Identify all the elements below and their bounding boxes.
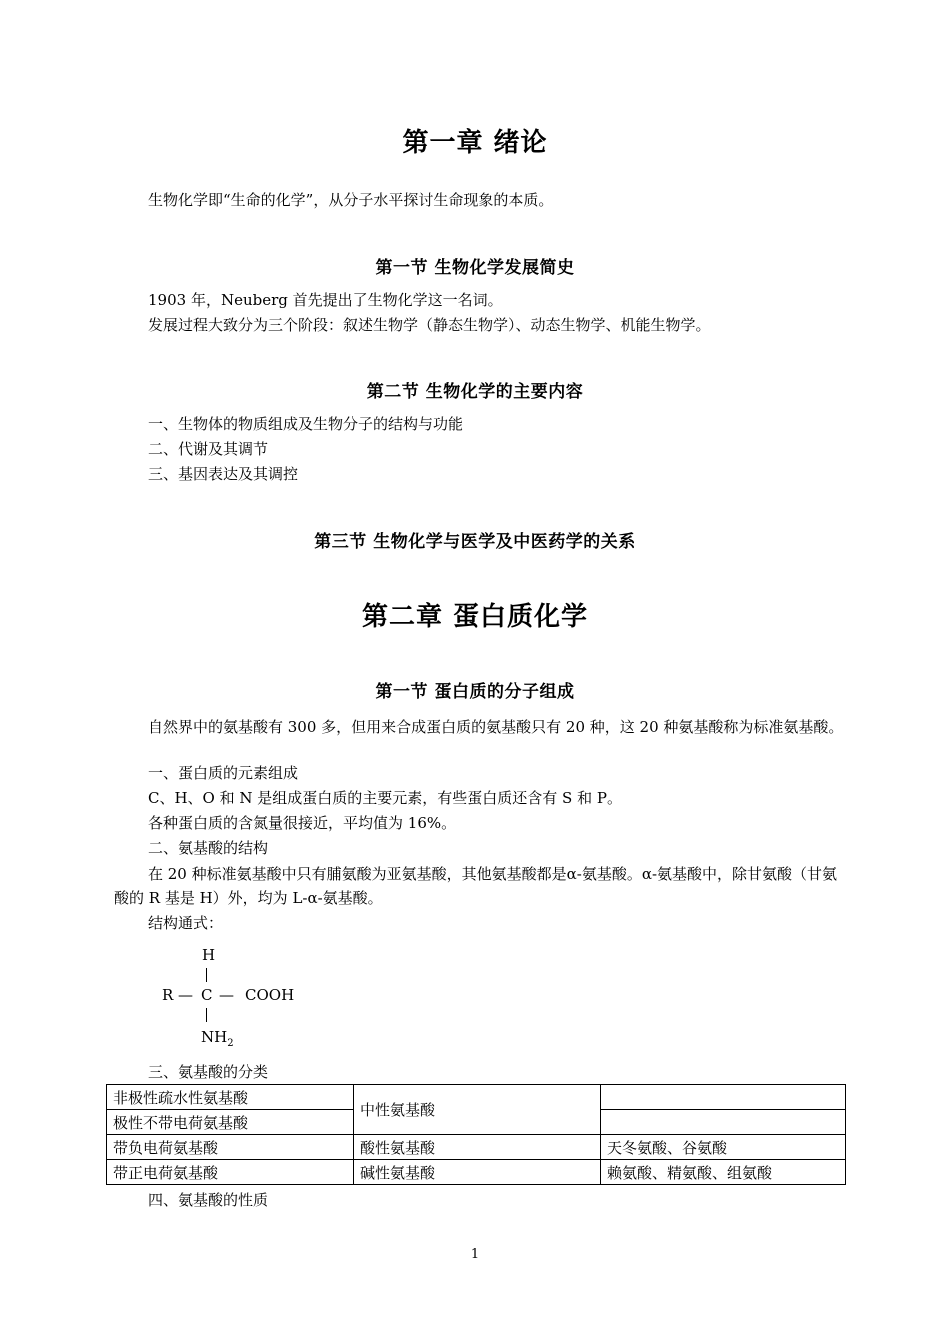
formula-c: C [201,986,213,1004]
history-line-1: 1903 年，Neuberg 首先提出了生物化学这一名词。 [148,291,503,309]
formula-label: 结构通式： [148,914,224,932]
amino-acid-classification-table [106,1084,846,1185]
content-item-1: 一、生物体的物质组成及生物分子的结构与功能 [148,415,464,433]
table-row [107,1135,846,1160]
table-cell: 赖氨酸、精氨酸、组氨酸 [601,1160,846,1185]
formula-cooh: COOH [245,986,295,1004]
page-number: 1 [470,1247,480,1262]
chapter-2-title: 第二章 蛋白质化学 [361,602,589,632]
table-cell: 带负电荷氨基酸 [107,1135,354,1160]
chapter-1-intro: 生物化学即“生命的化学”，从分子水平探讨生命现象的本质。 [148,191,554,209]
table-cell: 酸性氨基酸 [354,1135,601,1160]
table-cell [601,1110,846,1135]
table-cell: 碱性氨基酸 [354,1160,601,1185]
table-cell [601,1085,846,1110]
formula-bond-bottom [206,1008,207,1022]
table-cell: 非极性疏水性氨基酸 [107,1085,354,1110]
content-item-3: 三、基因表达及其调控 [148,465,299,483]
properties-heading: 四、氨基酸的性质 [148,1191,269,1209]
table-row [107,1085,846,1110]
formula-h: H [202,946,216,964]
section-1-3-title: 第三节 生物化学与医学及中医药学的关系 [314,532,636,552]
structure-paragraph: 在 20 种标准氨基酸中只有脯氨酸为亚氨基酸，其他氨基酸都是α-氨基酸。α-氨基酸中，除甘氨酸（甘氨酸的 R 基是 H）外，均为 L-α-氨基酸。 [114,865,838,907]
history-line-2: 发展过程大致分为三个阶段：叙述生物学（静态生物学）、动态生物学、机能生物学。 [148,316,711,334]
structure-heading: 二、氨基酸的结构 [148,839,269,857]
section-1-1-title: 第一节 生物化学发展简史 [375,258,575,278]
table-cell: 天冬氨酸、谷氨酸 [601,1135,846,1160]
formula-subscript: 2 [227,1038,234,1049]
elements-heading: 一、蛋白质的元素组成 [148,764,299,782]
section-1-2-title: 第二节 生物化学的主要内容 [366,382,584,402]
content-item-2: 二、代谢及其调节 [148,440,269,458]
formula-nh: NH [201,1028,228,1046]
formula-bond-right: — [219,986,234,1004]
section-2-1-title: 第一节 蛋白质的分子组成 [375,682,575,702]
formula-r: R [162,986,174,1004]
formula-bond-top [206,968,207,982]
table-row [107,1160,846,1185]
elements-line-1: C、H、O 和 N 是组成蛋白质的主要元素，有些蛋白质还含有 S 和 P。 [148,789,622,807]
elements-line-2: 各种蛋白质的含氮量很接近，平均值为 16%。 [148,814,457,832]
classification-heading: 三、氨基酸的分类 [148,1063,269,1081]
table-cell: 带正电荷氨基酸 [107,1160,354,1185]
chapter-1-title: 第一章 绪论 [402,128,548,158]
formula-bond-left: — [178,986,193,1004]
table-cell-merged: 中性氨基酸 [354,1085,601,1135]
standard-amino-acids-paragraph: 自然界中的氨基酸有 300 多，但用来合成蛋白质的氨基酸只有 20 种，这 20 种氨基酸称为标准氨基酸。 [148,718,844,736]
formula-nh2 [201,1028,234,1049]
amino-acid-general-formula [160,946,320,1050]
table-cell: 极性不带电荷氨基酸 [107,1110,354,1135]
